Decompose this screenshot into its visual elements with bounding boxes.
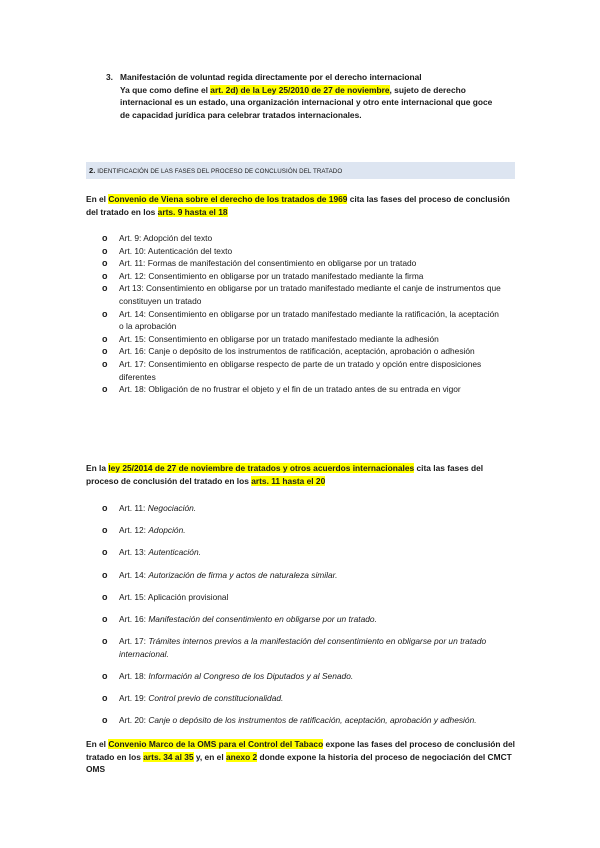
bullet-icon: o (102, 270, 108, 281)
paragraph-oms: En el Convenio Marco de la OMS para el Control del Tabaco expone las fases del proceso de conclusión del tratado en los arts. 34 al 35 y, en el anexo 2 donde expone la historia del proceso de negociación del CMCT OMS (86, 739, 515, 775)
highlight-articles: arts. 34 al 35 (143, 751, 194, 762)
list-item-text: Art 13: Consentimiento en obligarse por un tratado manifestado mediante el canje de instrumentos que constituyen un tratado (119, 283, 501, 306)
article-description: Autorización de firma y actos de naturaleza similar. (148, 569, 338, 580)
bullet-icon: o (102, 346, 108, 357)
list-item (102, 670, 512, 683)
bullet-icon: o (102, 233, 108, 243)
list-item (102, 591, 512, 604)
bullet-icon: o (102, 333, 108, 344)
list-item (102, 232, 512, 245)
list-item-text: Art. 16: Canje o depósito de los instrumentos de ratificación, aceptación, aprobación o adhesión (119, 346, 475, 357)
article-description: Canje o depósito de los instrumentos de ratificación, aceptación, aprobación y adhesión. (148, 715, 477, 726)
list-item (102, 692, 512, 705)
section-title: IDENTIFICACIÓN DE LAS FASES DEL PROCESO DE CONCLUSIÓN DEL TRATADO (97, 168, 343, 175)
item-title: Manifestación de voluntad regida directamente por el derecho internacional (120, 72, 422, 82)
bullet-icon: o (102, 569, 108, 580)
list-item (102, 358, 512, 383)
list-item (102, 383, 512, 396)
bullet-icon: o (102, 636, 108, 647)
list-item (102, 714, 512, 727)
article-label: Art. 17: (119, 636, 149, 647)
list-item (102, 546, 512, 559)
list-item (102, 613, 512, 626)
article-description: Adopción. (148, 525, 186, 536)
bullet-icon: o (102, 308, 108, 319)
item-line-3: internacional es un estado, una organización internacional y otro ente internacional que goce (120, 97, 493, 108)
item-line-2: Ya que como define el art. 2d) de la Ley 25/2010 de 27 de noviembre, sujeto de derecho (120, 84, 466, 95)
list-item-text: Art. 14: Consentimiento en obligarse por un tratado manifestado mediante la ratificación, la aceptación (119, 308, 499, 319)
article-description: Información al Congreso de los Diputados y al Senado. (148, 670, 354, 681)
bullet-icon: o (102, 693, 108, 704)
article-label: Art. 15: (119, 591, 148, 602)
bullet-icon: o (102, 258, 108, 269)
article-label: Art. 11: (119, 503, 148, 513)
item-number: 3. (106, 72, 113, 82)
list-item-text: Art. 12: Consentimiento en obligarse por un tratado manifestado mediante la firma (119, 270, 424, 281)
list-item (102, 333, 512, 346)
bullet-icon: o (102, 613, 108, 624)
highlight-articles: arts. 9 hasta el 18 (157, 206, 228, 217)
list-item-3 (106, 71, 536, 121)
paragraph-ley-25-2014: En la ley 25/2014 de 27 de noviembre de tratados y otros acuerdos internacionales cita las fases del proceso de conclusión del tratado en los arts. 11 hasta el 20 (86, 463, 484, 486)
highlight-vienna-convention: Convenio de Viena sobre el derecho de los tratados de 1969 (108, 194, 348, 204)
section-number: 2. (89, 166, 96, 175)
list-item (102, 245, 512, 258)
list-item-text: Art. 18: Obligación de no frustrar el objeto y el fin de un tratado antes de su entrada en vigor (119, 384, 461, 395)
bullet-icon: o (102, 283, 108, 294)
bullet-icon: o (102, 670, 108, 681)
highlight-law-reference: art. 2d) de la Ley 25/2010 de 27 de noviembre (210, 84, 390, 95)
highlight-articles: arts. 11 hasta el 20 (251, 475, 326, 486)
list-item (102, 524, 512, 537)
list-item (102, 257, 512, 270)
article-description: Aplicación provisional (147, 591, 229, 602)
article-label: Art. 12: (119, 525, 149, 536)
list-item (102, 308, 512, 333)
highlight-annex: anexo 2 (225, 751, 258, 762)
list-item (102, 282, 512, 307)
list-item-text: Art. 9: Adopción del texto (119, 233, 213, 243)
paragraph-vienna: En el Convenio de Viena sobre el derecho de los tratados de 1969 cita las fases del proceso de conclusión del tratado en los arts. 9 hasta el 18 (86, 194, 510, 217)
article-description: Trámites internos previos a la manifestación del consentimiento en obligarse por un tratado internacional. (119, 636, 487, 659)
bullet-icon: o (102, 384, 108, 395)
articles-list-vienna (102, 232, 512, 396)
list-item (102, 270, 512, 283)
article-label: Art. 19: (119, 693, 149, 704)
bullet-icon: o (102, 358, 108, 369)
list-item (102, 635, 512, 660)
article-description: Manifestación del consentimiento en obligarse por un tratado. (148, 613, 377, 624)
list-item-text-continued: o la aprobación (119, 321, 177, 332)
article-description: Autenticación. (148, 547, 201, 558)
article-label: Art. 14: (119, 569, 149, 580)
section-heading (86, 162, 515, 179)
bullet-icon: o (102, 547, 108, 558)
article-label: Art. 18: (119, 670, 149, 681)
highlight-oms-convention: Convenio Marco de la OMS para el Control del Tabaco (108, 739, 324, 749)
article-description: Control previo de constitucionalidad. (148, 693, 284, 704)
list-item-text: Art. 17: Consentimiento en obligarse respecto de parte de un tratado y opción entre disposiciones diferentes (119, 358, 482, 382)
article-label: Art. 20: (119, 715, 149, 726)
list-item-text: Art. 10: Autenticación del texto (119, 245, 233, 256)
item-line-4: de capacidad jurídica para celebrar tratados internacionales. (120, 109, 362, 120)
list-item (102, 345, 512, 358)
bullet-icon: o (102, 591, 108, 602)
bullet-icon: o (102, 715, 108, 726)
bullet-icon: o (102, 245, 108, 256)
article-description: Negociación. (147, 503, 197, 513)
list-item-text: Art. 15: Consentimiento en obligarse por un tratado manifestado mediante la adhesión (119, 333, 439, 344)
bullet-icon: o (102, 525, 108, 536)
list-item-text: Art. 11: Formas de manifestación del consentimiento en obligarse por un tratado (119, 258, 417, 269)
article-label: Art. 16: (119, 613, 149, 624)
list-item (102, 569, 512, 582)
articles-list-ley (102, 502, 512, 736)
bullet-icon: o (102, 503, 108, 513)
highlight-ley-reference: ley 25/2014 de 27 de noviembre de tratados y otros acuerdos internacionales (108, 463, 415, 473)
article-label: Art. 13: (119, 547, 149, 558)
list-item (102, 502, 512, 515)
